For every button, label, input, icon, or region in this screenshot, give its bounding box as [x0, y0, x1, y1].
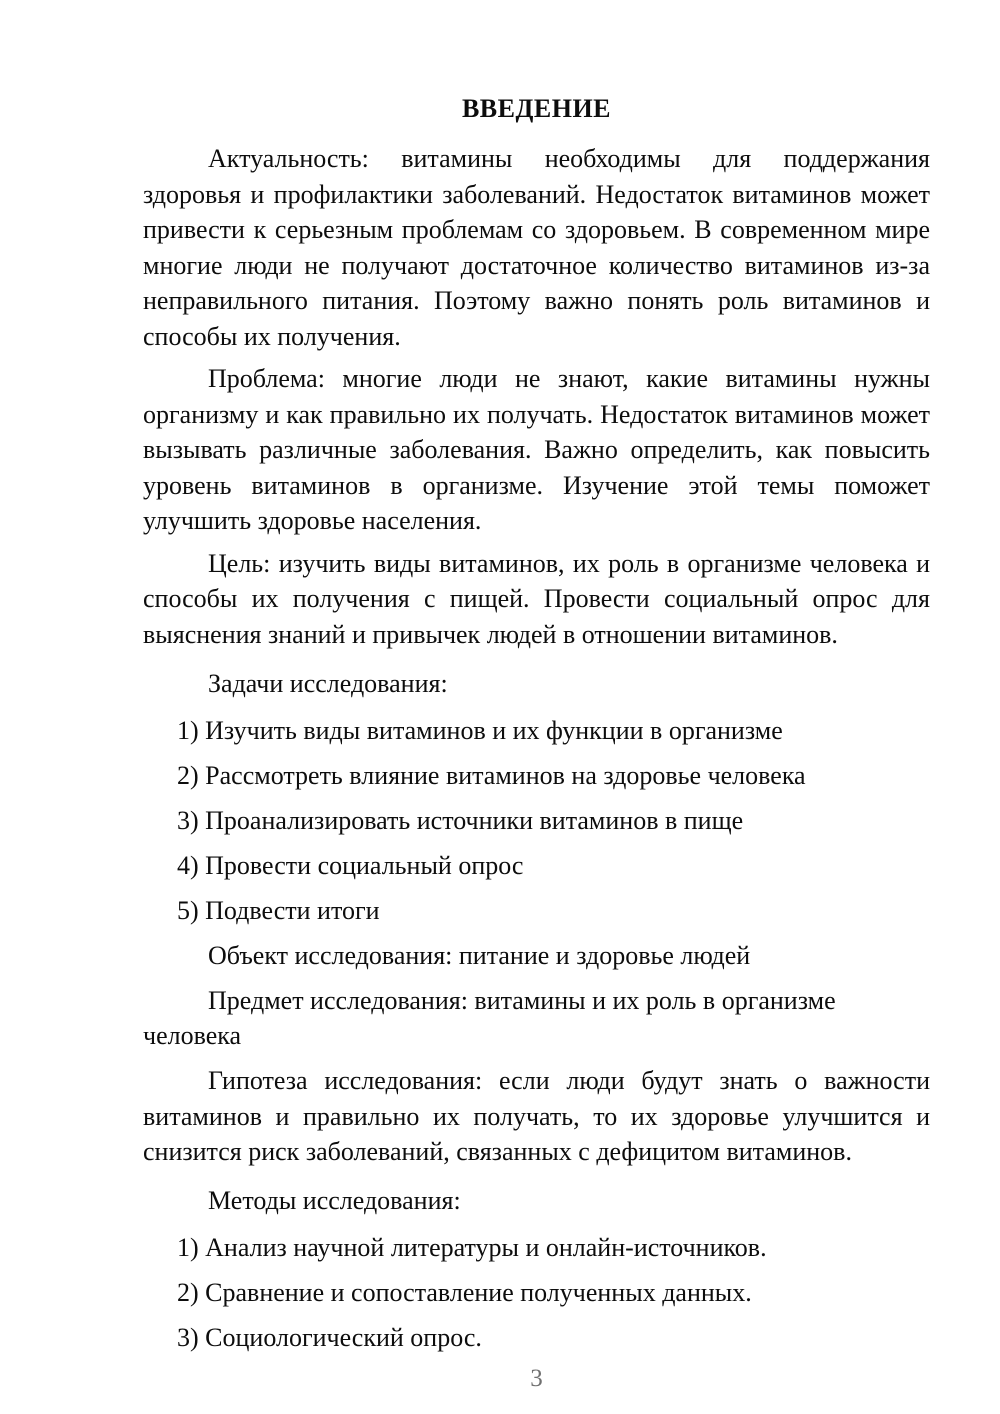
methods-label: Методы исследования:	[208, 1186, 461, 1215]
paragraph-subject: Предмет исследования: витамины и их роль в организме человека	[143, 985, 836, 1050]
paragraph-object: Объект исследования: питание и здоровье людей	[208, 940, 751, 970]
method-item-2: 2) Сравнение и сопоставление полученных данных.	[177, 1278, 752, 1307]
task-item-3: 3) Проанализировать источники витаминов в пище	[177, 805, 744, 835]
page-title: ВВЕДЕНИЕ	[461, 94, 612, 123]
task-item-2: 2) Рассмотреть влияние витаминов на здоровье человека	[177, 760, 806, 790]
method-item-3: 3) Социологический опрос.	[177, 1323, 482, 1352]
document-content	[143, 0, 930, 1396]
task-item-5: 5) Подвести итоги	[177, 895, 380, 925]
task-item-1: 1) Изучить виды витаминов и их функции в организме	[177, 715, 783, 745]
page-number: 3	[530, 1364, 543, 1392]
tasks-label: Задачи исследования:	[208, 668, 448, 698]
paragraph-hypothesis: Гипотеза исследования: если люди будут знать о важности витаминов и правильно их получать, то их здоровье улучшится и снизится риск заболеваний, связанных с дефицитом витаминов.	[143, 1066, 930, 1166]
task-item-4: 4) Провести социальный опрос	[177, 850, 524, 880]
paragraph-relevance: Актуальность: витамины необходимы для поддержания здоровья и профилактики заболеваний. Недостаток витаминов может привести к серьезным проблемам со здоровьем. В современном мире многие люди не получают достаточное количество витаминов из-за неправильного питания. Поэтому важно понять роль витаминов и способы их получения.	[143, 144, 930, 351]
paragraph-problem: Проблема: многие люди не знают, какие витамины нужны организму и как правильно их получать. Недостаток витаминов может вызывать различные заболевания. Важно определить, как повысить уровень витаминов в организме. Изучение этой темы поможет улучшить здоровье населения.	[143, 364, 930, 535]
paragraph-goal: Цель: изучить виды витаминов, их роль в организме человека и способы их получения с пищей. Провести социальный опрос для выяснения знаний и привычек людей в отношении витаминов.	[143, 548, 930, 649]
method-item-1: 1) Анализ научной литературы и онлайн-источников.	[177, 1233, 767, 1262]
